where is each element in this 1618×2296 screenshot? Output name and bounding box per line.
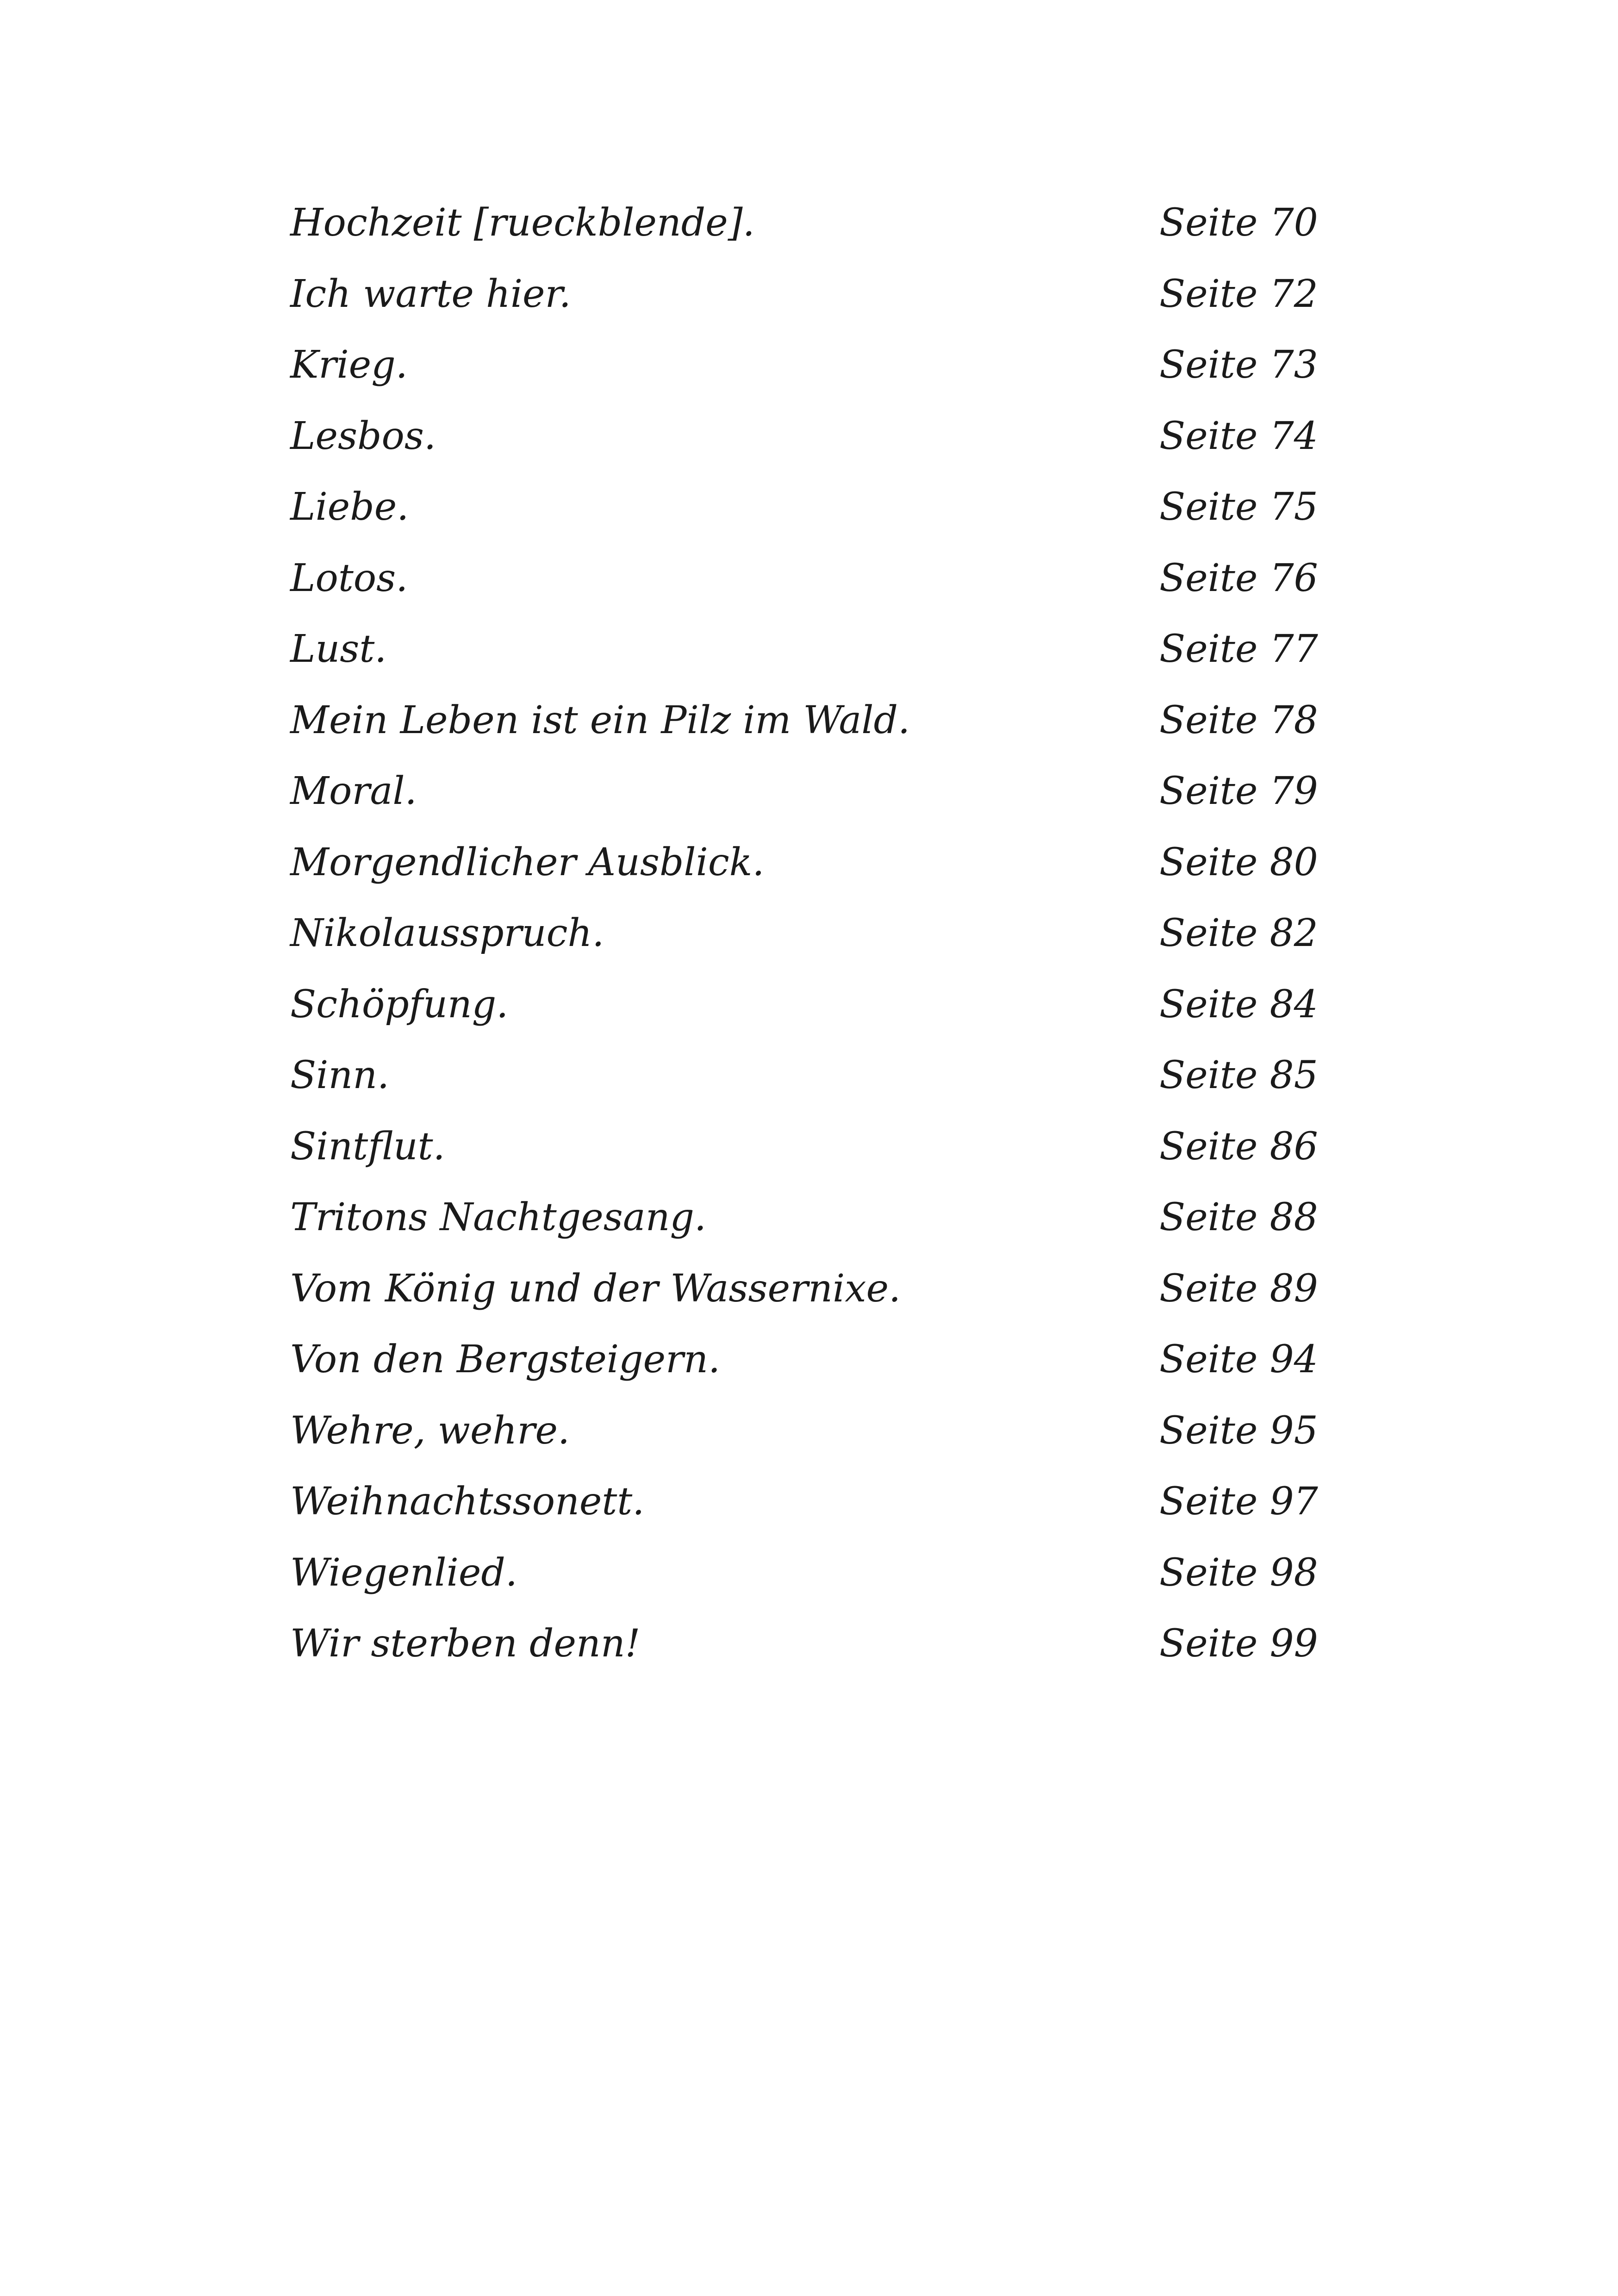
toc-entry: [290, 330, 1318, 401]
toc-entry-page: Seite 70: [1159, 201, 1318, 245]
toc-entry-title: Hochzeit [rueckblende].: [290, 201, 755, 245]
toc-entry-page: Seite 80: [1159, 840, 1318, 884]
toc-entry: [290, 259, 1318, 330]
toc-entry: [290, 969, 1318, 1040]
toc-entry: [290, 1253, 1318, 1325]
table-of-contents: [290, 187, 1318, 1680]
toc-entry-title: Krieg.: [290, 343, 408, 387]
toc-entry-page: Seite 86: [1159, 1124, 1318, 1169]
toc-entry-title: Lesbos.: [290, 414, 436, 458]
toc-entry: [290, 614, 1318, 685]
toc-entry: [290, 685, 1318, 756]
toc-entry-page: Seite 95: [1159, 1408, 1318, 1453]
toc-entry: [290, 1040, 1318, 1111]
toc-entry-title: Sintflut.: [290, 1124, 445, 1169]
toc-entry-page: Seite 73: [1159, 343, 1318, 387]
toc-entry-title: Wiegenlied.: [290, 1550, 517, 1595]
toc-entry-page: Seite 84: [1159, 982, 1318, 1027]
toc-entry-title: Sinn.: [290, 1053, 390, 1097]
toc-entry-page: Seite 72: [1159, 272, 1318, 316]
toc-entry-title: Liebe.: [290, 485, 409, 529]
toc-entry-page: Seite 79: [1159, 769, 1318, 813]
toc-entry-title: Wir sterben denn!: [290, 1622, 641, 1666]
toc-entry: [290, 1608, 1318, 1680]
toc-entry: [290, 756, 1318, 827]
toc-entry: [290, 827, 1318, 898]
toc-entry: [290, 187, 1318, 259]
toc-entry-title: Lust.: [290, 627, 387, 671]
toc-entry-title: Ich warte hier.: [290, 272, 571, 316]
toc-entry-page: Seite 85: [1159, 1053, 1318, 1097]
toc-entry-title: Weihnachtssonett.: [290, 1480, 645, 1524]
toc-entry-title: Morgendlicher Ausblick.: [290, 840, 765, 884]
toc-entry-title: Tritons Nachtgesang.: [290, 1195, 707, 1239]
toc-entry: [290, 543, 1318, 614]
toc-entry-title: Lotos.: [290, 556, 408, 600]
toc-entry-page: Seite 94: [1159, 1338, 1318, 1381]
toc-entry: [290, 898, 1318, 969]
toc-entry-title: Moral.: [290, 769, 417, 813]
toc-entry-page: Seite 98: [1159, 1550, 1318, 1595]
toc-entry: [290, 472, 1318, 543]
toc-entry-title: Wehre, wehre.: [290, 1408, 570, 1453]
toc-entry-title: Von den Bergsteigern.: [290, 1338, 721, 1381]
toc-entry-title: Nikolausspruch.: [290, 911, 604, 955]
toc-entry-page: Seite 75: [1159, 485, 1318, 529]
toc-entry-page: Seite 89: [1159, 1266, 1318, 1311]
toc-entry-page: Seite 74: [1159, 414, 1318, 458]
toc-entry: [290, 1466, 1318, 1537]
toc-entry: [290, 1324, 1318, 1395]
toc-entry-page: Seite 97: [1159, 1480, 1318, 1524]
toc-entry-title: Vom König und der Wassernixe.: [290, 1266, 901, 1311]
toc-entry: [290, 1111, 1318, 1182]
toc-entry: [290, 1182, 1318, 1253]
toc-entry: [290, 1537, 1318, 1609]
toc-entry: [290, 401, 1318, 472]
toc-entry-page: Seite 82: [1159, 911, 1318, 955]
toc-entry-page: Seite 76: [1159, 556, 1318, 600]
toc-entry-page: Seite 77: [1159, 627, 1318, 671]
toc-entry-page: Seite 88: [1159, 1195, 1318, 1239]
toc-entry: [290, 1395, 1318, 1467]
toc-entry-page: Seite 78: [1159, 698, 1318, 742]
toc-entry-title: Mein Leben ist ein Pilz im Wald.: [290, 698, 910, 742]
toc-entry-page: Seite 99: [1159, 1622, 1318, 1666]
toc-entry-title: Schöpfung.: [290, 982, 509, 1027]
